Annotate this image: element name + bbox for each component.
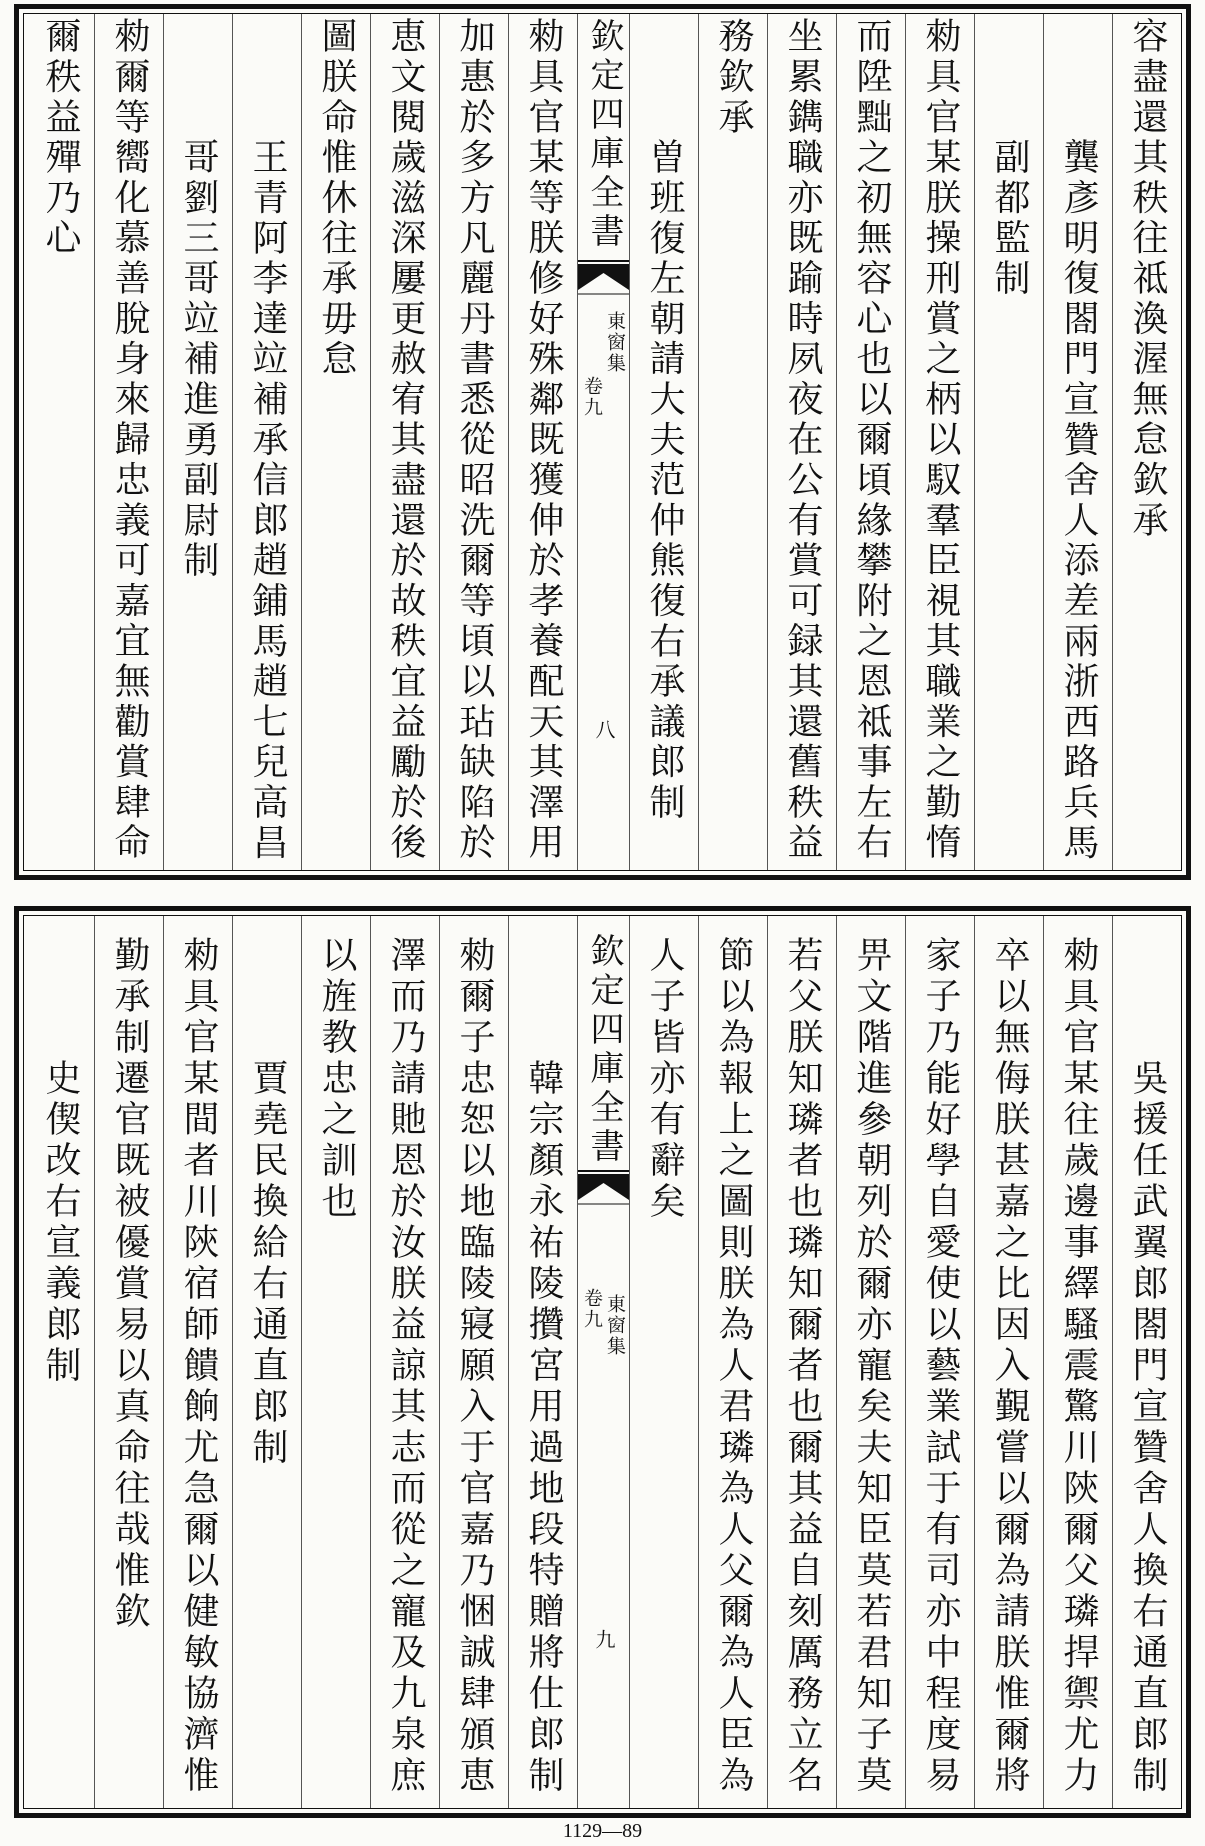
text-column: 卒以無侮朕甚嘉之比因入覲嘗以爾為請朕惟爾將 [974, 916, 1043, 1808]
text-column: 畀文階進參朝列於爾亦寵矣夫知臣莫若君知子莫 [836, 916, 905, 1808]
heading-column: 哥劉三哥竝補進勇副尉制 [163, 14, 232, 870]
text-column: 爾秩益殫乃心 [40, 17, 81, 259]
book-title: 東窗集 [604, 1294, 626, 1357]
lower-block [14, 906, 1191, 1818]
text-column: 勑具官某朕操刑賞之柄以馭羣臣視其職業之勤惰 [905, 14, 974, 870]
text-column: 澤而乃請貤恩於汝朕益諒其志而從之寵及九泉庶 [370, 916, 439, 1808]
center-fold-column [577, 916, 629, 1808]
text-column: 勑爾等嚮化慕善脫身來歸忠義可嘉宜無勸賞肆命 [94, 14, 163, 870]
collection-title: 欽定四庫全書 [584, 17, 624, 252]
book-title: 東窗集 [604, 311, 626, 374]
volume-label: 卷九 [581, 1288, 603, 1330]
text-column: 勤承制遷官既被優賞易以真命往哉惟欽 [94, 916, 163, 1808]
text-column: 恵文閱歲滋深屢更赦宥其盡還於故秩宜益勵於後 [370, 14, 439, 870]
fishtail-mark-icon [578, 1170, 629, 1206]
heading-column: 吳援任武翼郎閤門宣贊舍人換右通直郎制 [1112, 916, 1181, 1808]
page-number: 1129—89 [562, 1820, 643, 1842]
heading-column: 賈堯民換給右通直郎制 [232, 916, 301, 1808]
heading-column: 副都監制 [974, 14, 1043, 870]
text-column: 若父朕知璘者也璘知爾者也爾其益自刻厲務立名 [767, 916, 836, 1808]
text-column: 務欽承 [698, 14, 767, 870]
text-column: 容盡還其秩往祗渙渥無怠欽承 [1112, 14, 1181, 870]
heading-column: 王青阿李達竝補承信郎趙鋪馬趙七兒高昌 [232, 14, 301, 870]
text-column: 坐累鐫職亦既踰時夙夜在公有賞可録其還舊秩益 [767, 14, 836, 870]
text-column: 家子乃能好學自愛使以藝業試于有司亦中程度易 [905, 916, 974, 1808]
heading-column: 史偰改右宣義郎制 [40, 1058, 81, 1387]
text-column: 勑具官某等朕修好殊鄰既獲伸於孝養配天其澤用 [508, 14, 577, 870]
text-column: 圖朕命惟休往承毋怠 [301, 14, 370, 870]
text-column: 人子皆亦有辭矣 [629, 916, 698, 1808]
text-column: 勑具官某間者川陝宿師饋餉尤急爾以健敏協濟惟 [163, 916, 232, 1808]
text-column: 以旌教忠之訓也 [301, 916, 370, 1808]
heading-column: 曽班復左朝請大夫范仲熊復右承議郎制 [629, 14, 698, 870]
text-column: 加惠於多方凡麗丹書悉從昭洗爾等頃以玷缺陷於 [439, 14, 508, 870]
upper-block [14, 4, 1191, 880]
text-column: 勑具官某往歲邊事繹騷震驚川陝爾父璘捍禦尤力 [1043, 916, 1112, 1808]
volume-label: 卷九 [581, 376, 603, 418]
center-fold-column [577, 14, 629, 870]
folio-number: 八 [592, 719, 616, 739]
fishtail-mark-icon [578, 260, 629, 296]
text-column: 勑爾子忠恕以地臨陵寢願入于官嘉乃悃誠肆頒恵 [439, 916, 508, 1808]
heading-column: 韓宗顏永祐陵攢宮用過地段特贈將仕郎制 [508, 916, 577, 1808]
collection-title: 欽定四庫全書 [584, 932, 624, 1167]
lower-text-frame [23, 915, 1182, 1809]
folio-number: 九 [592, 1629, 616, 1649]
upper-text-frame [23, 13, 1182, 871]
text-column: 節以為報上之圖則朕為人君璘為人父爾為人臣為 [698, 916, 767, 1808]
heading-column: 龔彥明復閤門宣贊舍人添差兩浙西路兵馬 [1043, 14, 1112, 870]
text-column: 而陞黜之初無容心也以爾頃緣攀附之恩祗事左右 [836, 14, 905, 870]
